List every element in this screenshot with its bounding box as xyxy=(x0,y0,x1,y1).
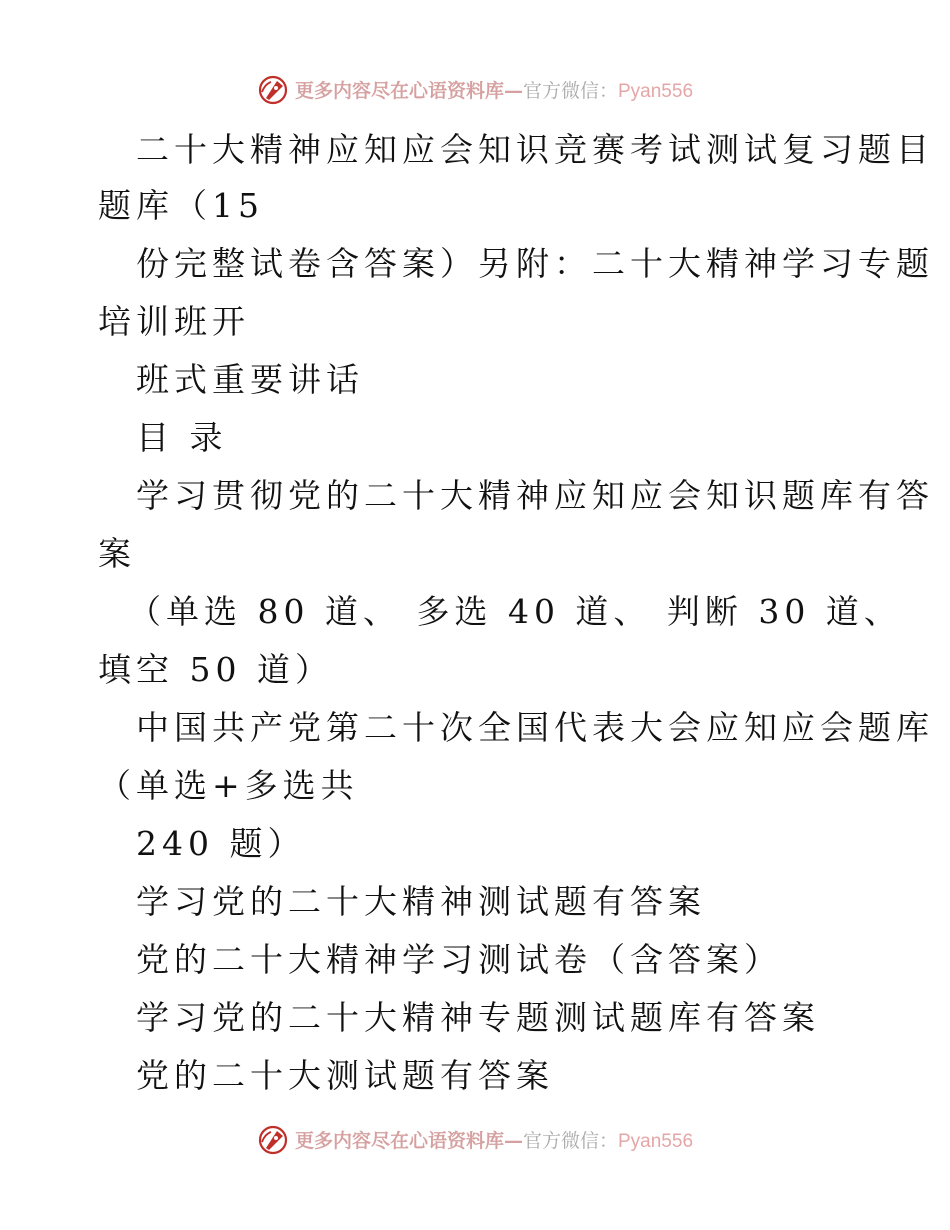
pen-nib-logo-icon xyxy=(257,1122,291,1156)
watermark-text: 更多内容尽在心语资料库 xyxy=(294,79,504,102)
doc-title-line-1: 二十大精神应知应会知识竞赛考试测试复习题目 xyxy=(136,130,934,169)
watermark-wechat-id: Pyan556 xyxy=(618,1130,694,1152)
doc-title-line-2: 题库（15 xyxy=(98,186,264,225)
watermark-wechat-label: 官方微信： xyxy=(522,1129,618,1152)
watermark-dash: — xyxy=(503,1129,523,1152)
doc-title-line-3: 份完整试卷含答案）另附：二十大精神学习专题 xyxy=(136,244,934,283)
toc-item: 填空 50 道） xyxy=(98,650,333,689)
toc-item: （单选+多选共 xyxy=(98,766,359,805)
toc-item: 学习党的二十大精神专题测试题库有答案 xyxy=(136,998,820,1037)
toc-item: 240 题） xyxy=(136,824,306,863)
toc-item: 中国共产党第二十次全国代表大会应知应会题库 xyxy=(136,708,934,747)
toc-item: 学习贯彻党的二十大精神应知应会知识题库有答 xyxy=(136,476,934,515)
toc-item: （单选 80 道、 多选 40 道、 判断 30 道、 xyxy=(128,592,902,631)
toc-item: 党的二十大测试题有答案 xyxy=(136,1056,554,1095)
watermark-wechat-id: Pyan556 xyxy=(618,80,694,102)
pen-nib-logo-icon xyxy=(257,72,291,106)
watermark-wechat-label: 官方微信： xyxy=(522,79,618,102)
toc-heading: 目 录 xyxy=(136,418,228,457)
footer-watermark xyxy=(0,1122,950,1156)
doc-title-line-4: 培训班开 xyxy=(98,302,250,341)
watermark-text: 更多内容尽在心语资料库 xyxy=(294,1129,504,1152)
toc-item: 党的二十大精神学习测试卷（含答案） xyxy=(136,940,782,979)
watermark-dash: — xyxy=(503,79,523,102)
header-watermark xyxy=(0,72,950,106)
toc-item: 学习党的二十大精神测试题有答案 xyxy=(136,882,706,921)
toc-item: 案 xyxy=(98,534,136,573)
doc-title-line-5: 班式重要讲话 xyxy=(136,360,364,399)
